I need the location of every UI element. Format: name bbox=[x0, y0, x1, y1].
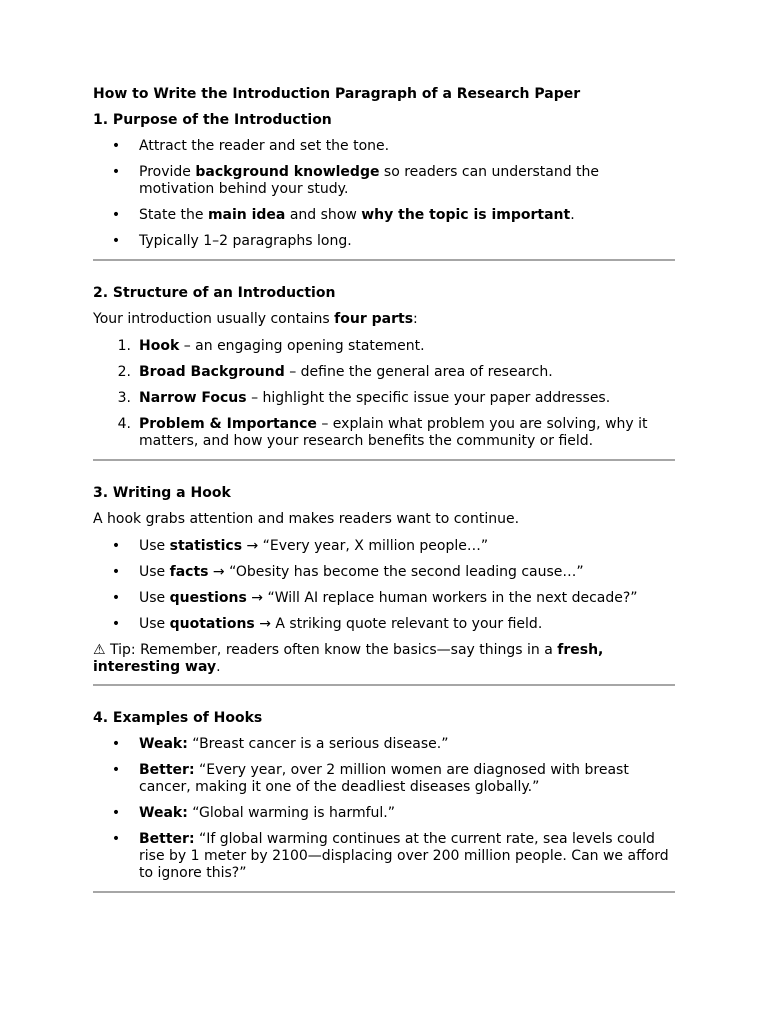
list-item: 1. Hook – an engaging opening statement. bbox=[93, 338, 675, 355]
section-title: 1. Purpose of the Introduction bbox=[93, 112, 332, 128]
bullet-icon: • bbox=[111, 736, 121, 752]
bullet-list bbox=[93, 138, 675, 250]
bullet-icon: • bbox=[111, 138, 121, 154]
list-item: • State the main idea and show why the topic is important. bbox=[111, 207, 575, 223]
bullet-icon: • bbox=[111, 831, 121, 847]
section-intro: Your introduction usually contains four parts: bbox=[93, 311, 418, 327]
section-title: 4. Examples of Hooks bbox=[93, 710, 263, 726]
section-intro: A hook grabs attention and makes readers want to continue. bbox=[93, 511, 520, 527]
section-examples bbox=[93, 710, 675, 893]
list-item: • Provide background knowledge so readers can understand the motivation behind your study. bbox=[111, 164, 600, 197]
bullet-icon: • bbox=[111, 590, 121, 606]
list-item: 4. Problem & Importance – explain what problem you are solving, why it matters, and how your research benefits the community or field. bbox=[93, 416, 675, 450]
bullet-icon: • bbox=[111, 762, 121, 778]
bullet-icon: • bbox=[111, 616, 121, 632]
list-item: • Use facts → “Obesity has become the second leading cause…” bbox=[111, 564, 584, 580]
list-item: • Use statistics → “Every year, X million people…” bbox=[111, 538, 489, 554]
section-purpose bbox=[93, 112, 675, 261]
bullet-icon: • bbox=[111, 538, 121, 554]
bullet-icon: • bbox=[111, 164, 121, 180]
list-item: • Typically 1–2 paragraphs long. bbox=[111, 233, 352, 249]
list-item: • Weak: “Global warming is harmful.” bbox=[111, 805, 396, 821]
list-number: 1. bbox=[117, 338, 131, 354]
list-number: 3. bbox=[117, 390, 131, 406]
list-item: 3. Narrow Focus – highlight the specific issue your paper addresses. bbox=[93, 390, 675, 407]
bullet-list bbox=[93, 538, 675, 633]
tip-note: ⚠ Tip: Remember, readers often know the basics—say things in a fresh, interesting way. bbox=[93, 642, 604, 675]
document bbox=[93, 86, 675, 893]
list-item: • Better: “Every year, over 2 million women are diagnosed with breast cancer, making it one of the deadliest diseases globally.” bbox=[111, 762, 629, 795]
section-hook bbox=[93, 485, 675, 686]
list-number: 2. bbox=[117, 364, 131, 380]
list-number: 4. bbox=[117, 416, 131, 432]
list-item: • Use questions → “Will AI replace human workers in the next decade?” bbox=[111, 590, 638, 606]
list-item: • Weak: “Breast cancer is a serious disease.” bbox=[111, 736, 449, 752]
document-title: How to Write the Introduction Paragraph of a Research Paper bbox=[93, 86, 581, 102]
list-item: • Use quotations → A striking quote relevant to your field. bbox=[111, 616, 543, 632]
list-item: • Better: “If global warming continues at the current rate, sea levels could rise by 1 meter by 2100—displacing over 200 million people. Can we afford to ignore this?” bbox=[111, 831, 669, 881]
bullet-list bbox=[93, 736, 675, 882]
section-title: 3. Writing a Hook bbox=[93, 485, 231, 501]
section-structure bbox=[93, 285, 675, 461]
warning-icon-text: ⚠ Tip: Remember, readers often know the basics—say things in a bbox=[93, 642, 558, 658]
section-title: 2. Structure of an Introduction bbox=[93, 285, 336, 301]
divider bbox=[93, 891, 675, 893]
list-item: 2. Broad Background – define the general area of research. bbox=[93, 364, 675, 381]
numbered-list bbox=[93, 338, 675, 450]
bullet-icon: • bbox=[111, 233, 121, 249]
bullet-icon: • bbox=[111, 564, 121, 580]
bullet-icon: • bbox=[111, 207, 121, 223]
bullet-icon: • bbox=[111, 805, 121, 821]
list-item: • Attract the reader and set the tone. bbox=[111, 138, 390, 154]
